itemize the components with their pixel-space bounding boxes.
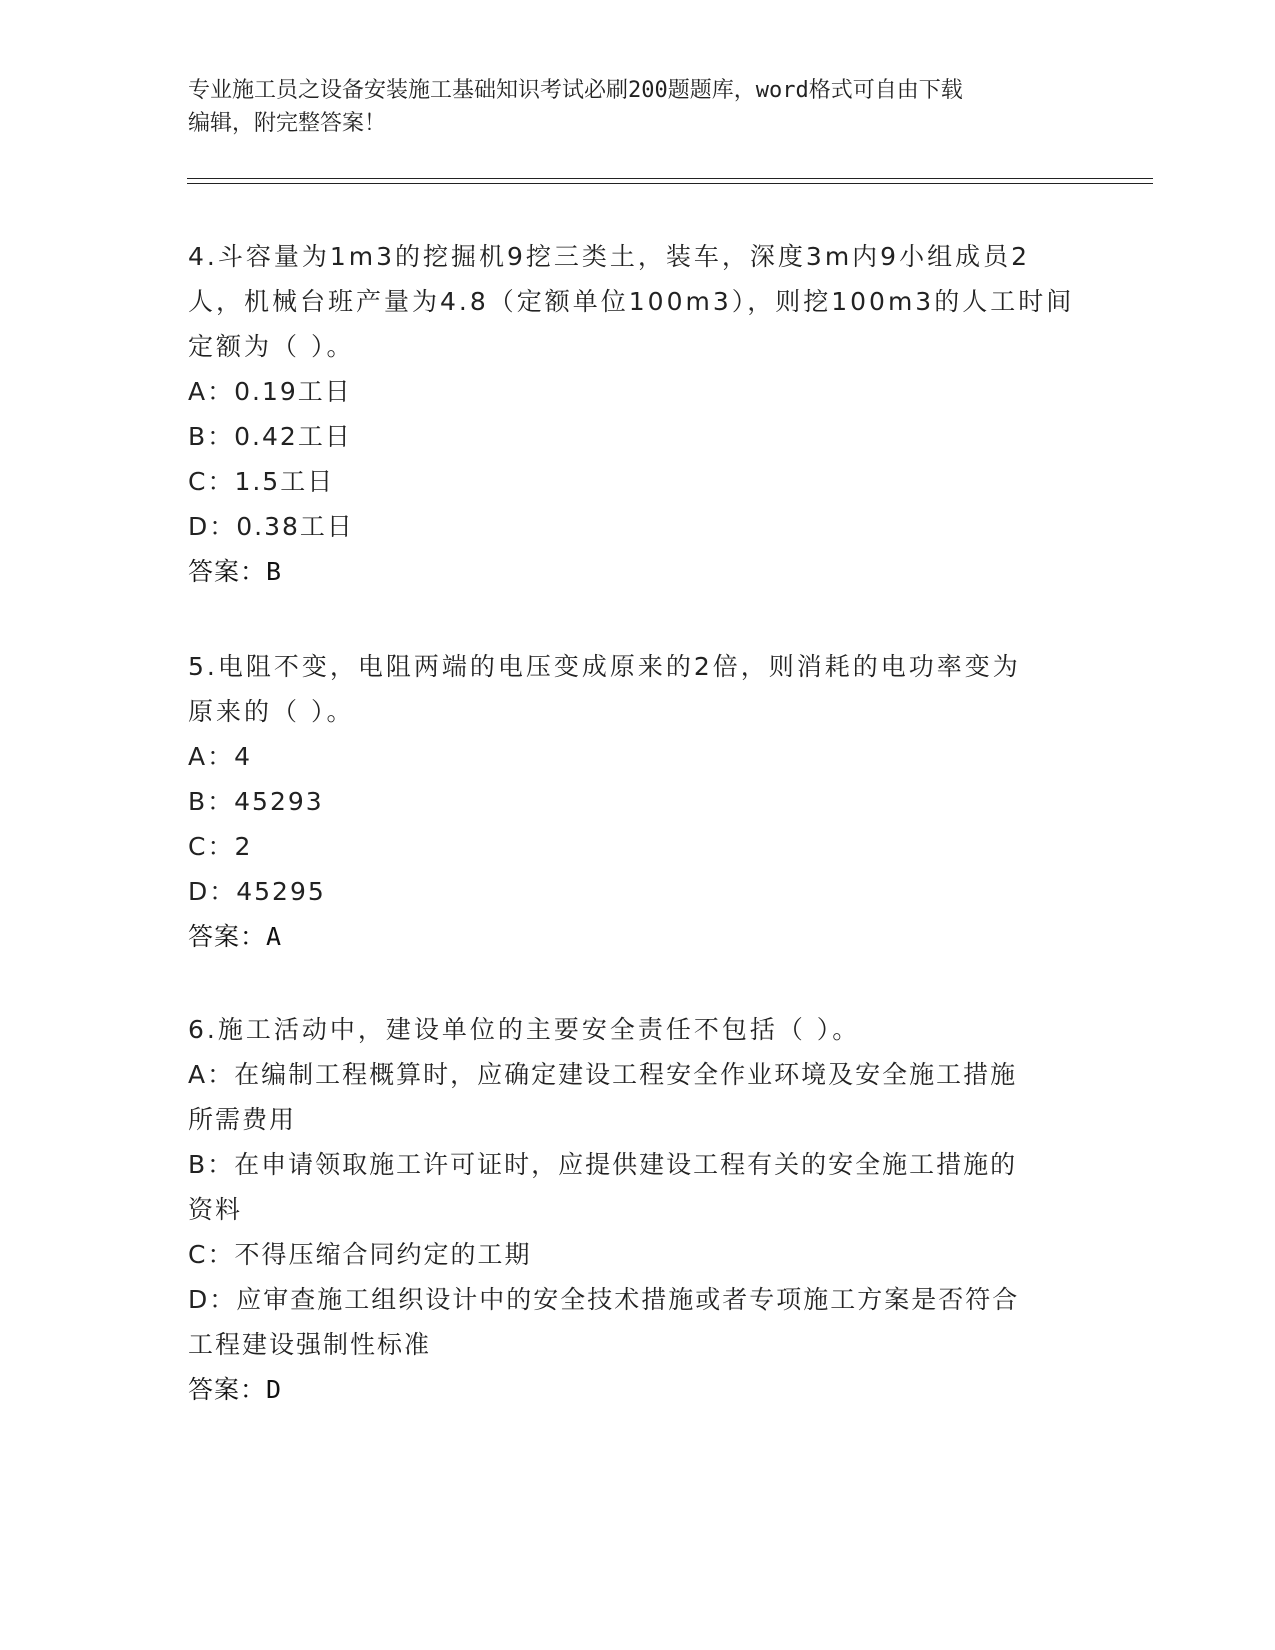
option-line: C：1.5工日 <box>188 467 335 496</box>
option-b <box>188 414 1078 459</box>
option-line: D：45295 <box>188 877 326 906</box>
option-a <box>188 369 1078 414</box>
option-line: B：45293 <box>188 787 324 816</box>
question-stem <box>188 1007 1078 1052</box>
option-line: A：4 <box>188 742 253 771</box>
stem-line: 定额为（ ）。 <box>188 332 355 361</box>
stem-line: 人，机械台班产量为4.8（定额单位100m3），则挖100m3的人工时间 <box>188 287 1075 316</box>
document-header <box>188 74 1068 140</box>
option-d <box>188 869 1078 914</box>
option-d <box>188 504 1078 549</box>
option-line: C：2 <box>188 832 253 861</box>
question-stem <box>188 644 1078 734</box>
question-stem <box>188 234 1078 369</box>
option-line: 资料 <box>188 1195 243 1224</box>
option-line: C：不得压缩合同约定的工期 <box>188 1240 532 1269</box>
option-line: B：0.42工日 <box>188 422 352 451</box>
option-c <box>188 1232 1078 1277</box>
stem-line: 原来的（ ）。 <box>188 697 355 726</box>
stem-line: 6.施工活动中，建设单位的主要安全责任不包括（ ）。 <box>188 1015 861 1044</box>
header-divider-bottom <box>187 183 1153 184</box>
question-4 <box>188 234 1078 594</box>
option-line: B：在申请领取施工许可证时，应提供建设工程有关的安全施工措施的 <box>188 1150 1018 1179</box>
question-5 <box>188 644 1078 959</box>
answer-line: 答案：D <box>188 1375 283 1404</box>
answer-line: 答案：A <box>188 922 283 951</box>
option-line: A：0.19工日 <box>188 377 352 406</box>
header-line-2: 编辑，附完整答案！ <box>188 111 387 136</box>
option-c <box>188 459 1078 504</box>
option-line: D：应审查施工组织设计中的安全技术措施或者专项施工方案是否符合 <box>188 1285 1020 1314</box>
option-c <box>188 824 1078 869</box>
option-a <box>188 1052 1078 1142</box>
stem-line: 4.斗容量为1m3的挖掘机9挖三类土，装车，深度3m内9小组成员2 <box>188 242 1030 271</box>
answer-line: 答案：B <box>188 557 283 586</box>
header-divider-top <box>187 178 1153 179</box>
option-b <box>188 779 1078 824</box>
option-line: D：0.38工日 <box>188 512 354 541</box>
option-d <box>188 1277 1078 1367</box>
stem-line: 5.电阻不变，电阻两端的电压变成原来的2倍，则消耗的电功率变为 <box>188 652 1021 681</box>
option-line: 所需费用 <box>188 1105 297 1134</box>
option-line: 工程建设强制性标准 <box>188 1330 432 1359</box>
option-a <box>188 734 1078 779</box>
option-b <box>188 1142 1078 1232</box>
option-line: A：在编制工程概算时，应确定建设工程安全作业环境及安全施工措施 <box>188 1060 1018 1089</box>
header-line-1: 专业施工员之设备安装施工基础知识考试必刷200题题库，word格式可自由下载 <box>188 78 963 103</box>
question-6 <box>188 1007 1078 1412</box>
